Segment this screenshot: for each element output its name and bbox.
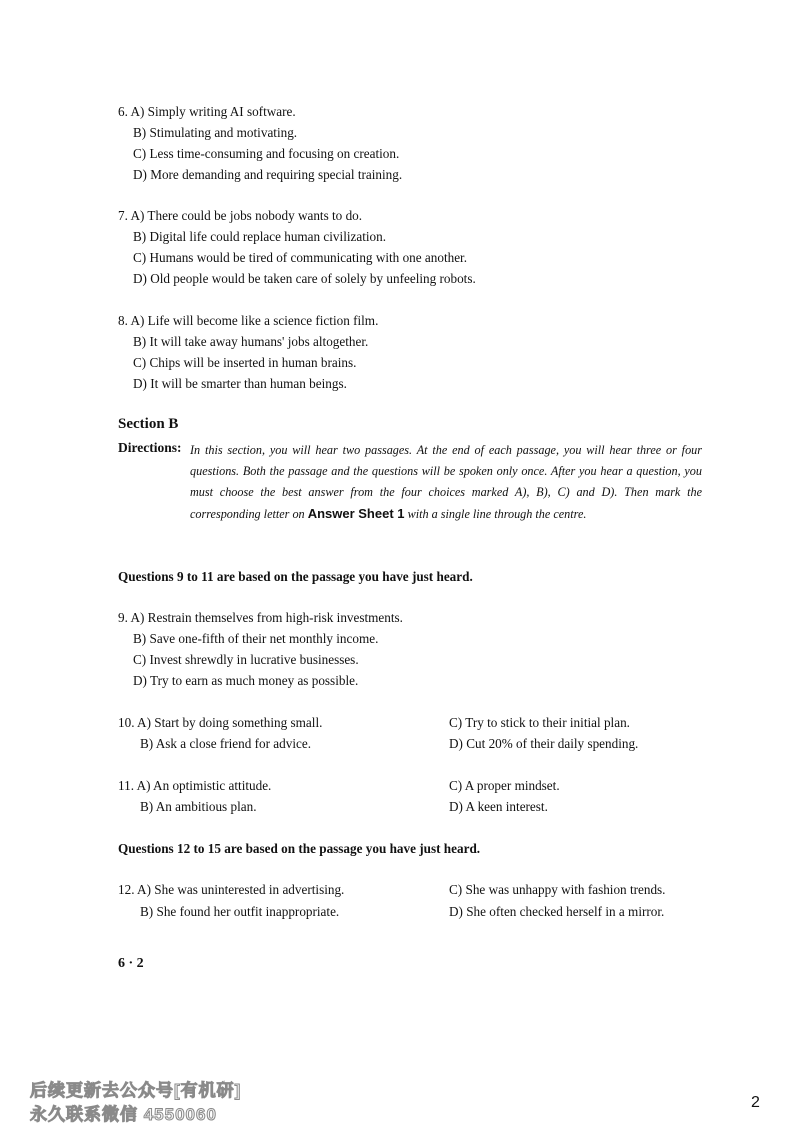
directions-part1: In this section, you will hear two passages. At the end of each passage, you will hear three or four questions. Both the passage and the questions will be spoken only once. After you hear a question, you must choose the best answer from the four choices marked A), B), C) and D). Then mark the corresponding letter on bbox=[190, 443, 702, 521]
q10-option-a: 10. A) Start by doing something small. bbox=[118, 715, 323, 730]
q6-option-c: C) Less time-consuming and focusing on creation. bbox=[133, 146, 400, 161]
q12-option-b: B) She found her outfit inappropriate. bbox=[140, 904, 340, 919]
q11-option-a: 11. A) An optimistic attitude. bbox=[118, 778, 272, 793]
q8-option-c: C) Chips will be inserted in human brains. bbox=[133, 355, 357, 370]
q8-option-d: D) It will be smarter than human beings. bbox=[133, 376, 347, 391]
directions-part2: with a single line through the centre. bbox=[404, 507, 587, 521]
group2-header: Questions 12 to 15 are based on the passage you have just heard. bbox=[118, 841, 481, 856]
q9-option-b: B) Save one-fifth of their net monthly income. bbox=[133, 631, 379, 646]
q7-option-a: 7. A) There could be jobs nobody wants to do. bbox=[118, 208, 363, 223]
q7-option-d: D) Old people would be taken care of solely by unfeeling robots. bbox=[133, 271, 476, 286]
q11-option-c: C) A proper mindset. bbox=[449, 778, 560, 793]
q11-option-d: D) A keen interest. bbox=[449, 799, 548, 814]
q9-option-d: D) Try to earn as much money as possible. bbox=[133, 673, 359, 688]
q8-option-b: B) It will take away humans' jobs altogether. bbox=[133, 334, 369, 349]
watermark-line-2: 永久联系微信 4550060 bbox=[30, 1105, 217, 1124]
q6-option-b: B) Stimulating and motivating. bbox=[133, 125, 298, 140]
answer-sheet-label: Answer Sheet 1 bbox=[307, 506, 405, 521]
q9-option-c: C) Invest shrewdly in lucrative businesses. bbox=[133, 652, 359, 667]
q12-option-d: D) She often checked herself in a mirror. bbox=[449, 904, 665, 919]
section-b-title: Section B bbox=[118, 416, 179, 432]
q10-option-b: B) Ask a close friend for advice. bbox=[140, 736, 312, 751]
q6-option-d: D) More demanding and requiring special training. bbox=[133, 167, 403, 182]
directions-label: Directions: bbox=[118, 440, 182, 455]
watermark-line-1: 后续更新去公众号[有机研] bbox=[30, 1081, 242, 1100]
q9-option-a: 9. A) Restrain themselves from high-risk investments. bbox=[118, 610, 403, 625]
group1-header: Questions 9 to 11 are based on the passage you have just heard. bbox=[118, 569, 473, 584]
q12-option-c: C) She was unhappy with fashion trends. bbox=[449, 882, 666, 897]
directions-text bbox=[190, 440, 702, 525]
q12-option-a: 12. A) She was uninterested in advertising. bbox=[118, 882, 345, 897]
q11-option-b: B) An ambitious plan. bbox=[140, 799, 257, 814]
q6-option-a: 6. A) Simply writing AI software. bbox=[118, 104, 296, 119]
q7-option-c: C) Humans would be tired of communicating with one another. bbox=[133, 250, 468, 265]
q10-option-c: C) Try to stick to their initial plan. bbox=[449, 715, 630, 730]
q10-option-d: D) Cut 20% of their daily spending. bbox=[449, 736, 639, 751]
q7-option-b: B) Digital life could replace human civilization. bbox=[133, 229, 387, 244]
corner-page-number: 2 bbox=[751, 1094, 760, 1111]
page-number: 6 · 2 bbox=[118, 956, 144, 971]
q8-option-a: 8. A) Life will become like a science fiction film. bbox=[118, 313, 379, 328]
